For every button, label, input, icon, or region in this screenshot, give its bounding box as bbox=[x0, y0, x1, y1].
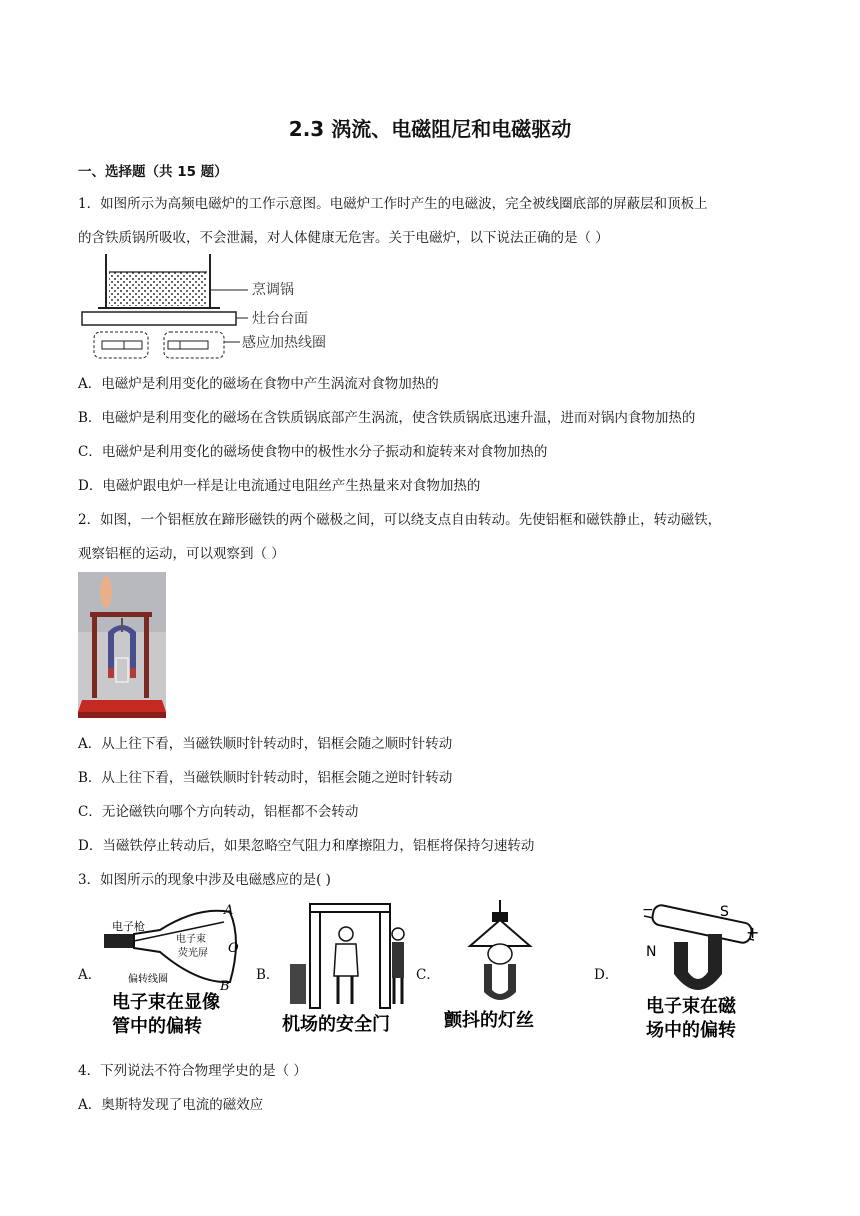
page-title: 2.3 涡流、电磁阻尼和电磁驱动 bbox=[288, 117, 572, 141]
q3-figure-a-crt bbox=[98, 900, 246, 1040]
label-point-o: O bbox=[228, 941, 239, 956]
caption-c: 颤抖的灯丝 bbox=[444, 1010, 534, 1031]
label-n: N bbox=[646, 944, 657, 960]
q1-stem-line2: 的含铁质锅所吸收，不会泄漏，对人体健康无危害。关于电磁炉，以下说法正确的是（ ） bbox=[78, 230, 609, 246]
label-plus: + bbox=[746, 923, 760, 942]
q1-stem-line1: 1．如图所示为高频电磁炉的工作示意图。电磁炉工作时产生的电磁波，完全被线圈底部的屏蔽层和顶板上 bbox=[78, 196, 708, 212]
q1-induction-cooker-figure bbox=[80, 250, 350, 362]
q3-stem: 3．如图所示的现象中涉及电磁感应的是( ) bbox=[78, 872, 331, 888]
q3-option-a-letter: A． bbox=[78, 967, 102, 983]
label-countertop: 灶台台面 bbox=[252, 311, 308, 327]
q3-option-b-letter: B． bbox=[256, 967, 280, 983]
q4-stem: 4．下列说法不符合物理学史的是（ ） bbox=[78, 1063, 307, 1079]
pot-food-fill bbox=[109, 272, 207, 306]
q3-figure-c-filament bbox=[440, 896, 560, 1036]
label-gun: 电子枪 bbox=[112, 920, 145, 933]
q1-option-c: C．电磁炉是利用变化的磁场使食物中的极性水分子振动和旋转来对食物加热的 bbox=[78, 444, 548, 460]
label-screen: 荧光屏 bbox=[178, 948, 208, 959]
q3-option-d-letter: D． bbox=[594, 967, 619, 983]
label-coil: 偏转线圈 bbox=[128, 974, 168, 985]
q2-option-c: C．无论磁铁向哪个方向转动，铝框都不会转动 bbox=[78, 804, 359, 820]
q2-option-d: D．当磁铁停止转动后，如果忽略空气阻力和摩擦阻力，铝框将保持匀速转动 bbox=[78, 838, 535, 854]
q3-figure-b-security-gate bbox=[280, 898, 410, 1040]
q1-option-d: D．电磁炉跟电炉一样是让电流通过电阻丝产生热量来对食物加热的 bbox=[78, 478, 481, 494]
caption-b: 机场的安全门 bbox=[282, 1014, 390, 1035]
q2-stem-line2: 观察铝框的运动，可以观察到（ ） bbox=[78, 546, 285, 562]
caption-d-2: 场中的偏转 bbox=[646, 1020, 736, 1041]
countertop bbox=[82, 312, 236, 325]
label-point-a: A bbox=[224, 903, 234, 918]
q1-option-b: B．电磁炉是利用变化的磁场在含铁质锅底部产生涡流，使含铁质锅底迅速升温，进而对锅内食物加热的 bbox=[78, 410, 696, 426]
q2-stem-line1: 2．如图，一个铝框放在蹄形磁铁的两个磁极之间，可以绕支点自由转动。先使铝框和磁铁静止，转动磁铁， bbox=[78, 512, 722, 528]
caption-a-2: 管中的偏转 bbox=[112, 1016, 202, 1037]
label-minus: − bbox=[642, 902, 654, 918]
label-s: S bbox=[720, 904, 729, 920]
section-heading: 一、选择题（共 15 题） bbox=[78, 164, 228, 180]
q4-option-a: A．奥斯特发现了电流的磁效应 bbox=[78, 1097, 264, 1113]
label-pot: 烹调锅 bbox=[252, 282, 294, 298]
q2-magnet-photo bbox=[78, 572, 166, 718]
label-beam: 电子束 bbox=[176, 934, 206, 945]
q2-option-a: A．从上往下看，当磁铁顺时针转动时，铝框会随之顺时针转动 bbox=[78, 736, 453, 752]
caption-a-1: 电子束在显像 bbox=[112, 992, 220, 1013]
label-coil: 感应加热线圈 bbox=[242, 335, 326, 351]
q3-figure-d-magnet-beam bbox=[634, 898, 774, 1048]
q3-option-c-letter: C． bbox=[416, 967, 440, 983]
caption-d-1: 电子束在磁 bbox=[646, 996, 736, 1017]
q2-option-b: B．从上往下看，当磁铁顺时针转动时，铝框会随之逆时针转动 bbox=[78, 770, 453, 786]
q1-option-a: A．电磁炉是利用变化的磁场在食物中产生涡流对食物加热的 bbox=[78, 376, 439, 392]
label-point-b: B bbox=[220, 979, 230, 994]
